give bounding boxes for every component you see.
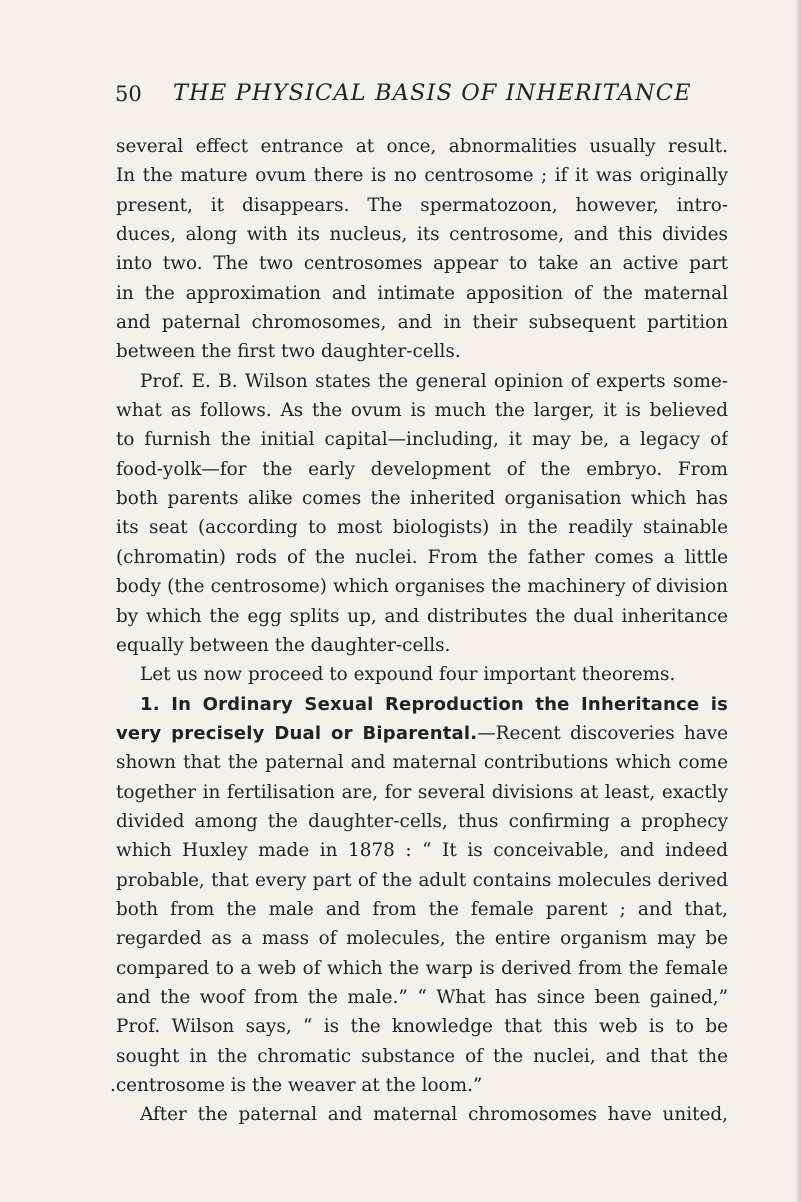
text-line: which Huxley made in 1878 : “ It is conceivable, and indeed bbox=[116, 840, 728, 862]
text-line: (chromatin) rods of the nuclei. From the father comes a little bbox=[116, 546, 728, 568]
text-line: both parents alike comes the inherited organisation which has bbox=[116, 488, 728, 510]
text-line: between the first two daughter-cells. bbox=[116, 341, 461, 363]
section-heading-line bbox=[116, 690, 728, 719]
text-line: together in fertilisation are, for several divisions at least, exactly bbox=[116, 781, 728, 803]
section-text-continuation: —Recent discoveries have bbox=[477, 722, 728, 744]
body-text bbox=[110, 132, 728, 1130]
text-line: regarded as a mass of molecules, the entire organism may be bbox=[116, 928, 728, 950]
running-header bbox=[115, 78, 735, 114]
text-line: Prof. E. B. Wilson states the general opinion of experts some- bbox=[140, 370, 728, 392]
text-line: divided among the daughter-cells, thus confirming a prophecy bbox=[116, 810, 728, 832]
running-title: THE PHYSICAL BASIS OF INHERITANCE bbox=[173, 80, 692, 106]
text-line: compared to a web of which the warp is derived from the female bbox=[116, 957, 728, 979]
text-line: probable, that every part of the adult contains molecules derived bbox=[116, 869, 728, 891]
text-line: In the mature ovum there is no centrosome ; if it was originally bbox=[116, 165, 728, 187]
text-line: duces, along with its nucleus, its centrosome, and this divides bbox=[116, 224, 728, 246]
text-line: Prof. Wilson says, “ is the knowledge that this web is to be bbox=[116, 1016, 728, 1038]
text-line: body (the centrosome) which organises the machinery of division bbox=[116, 576, 728, 598]
text-line: by which the egg splits up, and distributes the dual inheritance bbox=[116, 605, 728, 627]
text-line: food-yolk—for the early development of the embryo. From bbox=[116, 458, 728, 480]
text-line: both from the male and from the female parent ; and that, bbox=[116, 898, 728, 920]
text-line: .centrosome is the weaver at the loom.” bbox=[110, 1075, 483, 1096]
text-line: present, it disappears. The spermatozoon, however, intro- bbox=[116, 194, 728, 216]
section-heading-line bbox=[116, 719, 728, 748]
text-line: After the paternal and maternal chromosomes have united, bbox=[140, 1104, 728, 1126]
page-number: 50 bbox=[115, 82, 142, 106]
text-line: and the woof from the male.” “ What has since been gained,” bbox=[116, 986, 728, 1008]
section-heading-part1: 1. In Ordinary Sexual Reproduction the Inheritance is bbox=[140, 693, 728, 715]
text-line: what as follows. As the ovum is much the larger, it is believed bbox=[116, 400, 728, 422]
text-line: sought in the chromatic substance of the nuclei, and that the bbox=[116, 1045, 728, 1067]
text-line: to furnish the initial capital—including, it may be, a legacy of bbox=[116, 429, 728, 451]
section-heading-part2: very precisely Dual or Biparental. bbox=[116, 722, 478, 744]
text-line: and paternal chromosomes, and in their subsequent partition bbox=[116, 312, 728, 334]
text-line: in the approximation and intimate apposition of the maternal bbox=[116, 282, 728, 304]
text-line: its seat (according to most biologists) in the readily stainable bbox=[116, 517, 728, 539]
text-line: equally between the daughter-cells. bbox=[116, 634, 451, 656]
text-line: shown that the paternal and maternal contributions which come bbox=[116, 752, 728, 774]
text-line: Let us now proceed to expound four important theorems. bbox=[140, 664, 676, 686]
page-edge-shadow bbox=[795, 0, 801, 1202]
text-line: into two. The two centrosomes appear to take an active part bbox=[116, 253, 728, 275]
text-line: several effect entrance at once, abnormalities usually result. bbox=[116, 136, 728, 157]
